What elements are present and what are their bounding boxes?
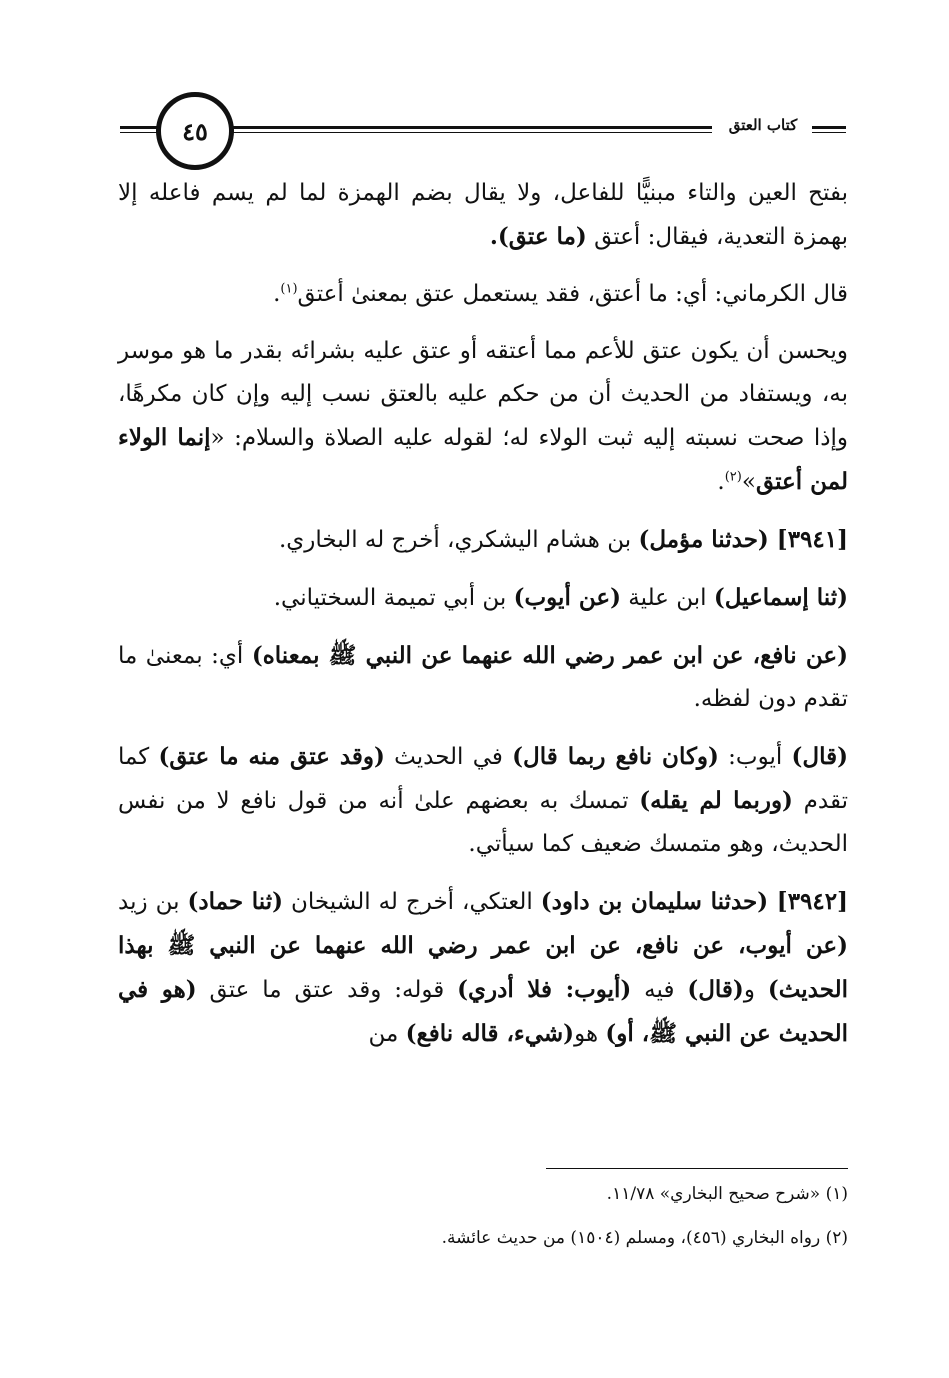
paragraph: (ثنا إسماعيل) ابن علية (عن أيوب) بن أبي تميمة السختياني. [273, 584, 848, 611]
running-title: كتاب العتق [716, 116, 810, 134]
header-rule [812, 126, 846, 129]
main-text [118, 172, 848, 1070]
footnote-separator [546, 1168, 848, 1169]
footnote-ref: (١) [280, 281, 298, 297]
footnote: (١) «شرح صحيح البخاري» ١١/٧٨. [606, 1184, 848, 1204]
paragraph: ويحسن أن يكون عتق للأعم مما أعتقه أو عتق عليه بشرائه بقدر ما هو موسر به، ويستفاد من الحديث أن من حكم عليه بالعتق نسب إليه وإن كان مكرهًا، وإذا صحت نسبته إليه ثبت الولاء له؛ لقوله عليه الصلاة والسلام: «إنما الولاء لمن أعتق»$^{(٢)}$. [118, 338, 849, 495]
paragraph: [٣٩٤١] (حدثنا مؤمل) بن هشام اليشكري، أخرج له البخاري. [278, 526, 848, 553]
header-rule [812, 132, 846, 133]
page-header [112, 86, 848, 168]
footnote: (٢) رواه البخاري (٤٥٦)، ومسلم (١٥٠٤) من حديث عائشة. [441, 1228, 848, 1248]
footnote-ref: (٢) [724, 469, 742, 485]
page-number: ٤٥ [156, 92, 234, 170]
paragraph: [٣٩٤٢] (حدثنا سليمان بن داود) العتكي، أخرج له الشيخان (ثنا حماد) بن زيد (عن أيوب، عن نافع، عن ابن عمر رضي الله عنهما عن النبي ﷺ بهذا الحديث) و(قال) فيه (أيوب: فلا أدري) قوله: وقد عتق ما عتق (هو في الحديث عن النبي ﷺ، أو) هو(شيء، قاله نافع) من [118, 888, 848, 1047]
footnotes [118, 1180, 848, 1268]
header-rule [232, 126, 712, 129]
paragraph: بفتح العين والتاء مبنيًّا للفاعل، ولا يقال بضم الهمزة لما لم يسم فاعله إلا بهمزة التعدية، فيقال: أعتق (ما عتق). [118, 180, 848, 250]
paragraph: قال الكرماني: أي: ما أعتق، فقد يستعمل عتق بمعنىٰ أعتق$^{(١)}$. [273, 281, 848, 307]
paragraph: (عن نافع، عن ابن عمر رضي الله عنهما عن النبي ﷺ بمعناه) أي: بمعنىٰ ما تقدم دون لفظه. [118, 642, 848, 712]
paragraph: (قال) أيوب: (وكان نافع ربما قال) في الحديث (وقد عتق منه ما عتق) كما تقدم (وربما لم يقله) تمسك به بعضهم علىٰ أنه من قول نافع لا من نفس الحديث، وهو متمسك ضعيف كما سيأتي. [118, 743, 848, 857]
header-rule [232, 132, 712, 133]
